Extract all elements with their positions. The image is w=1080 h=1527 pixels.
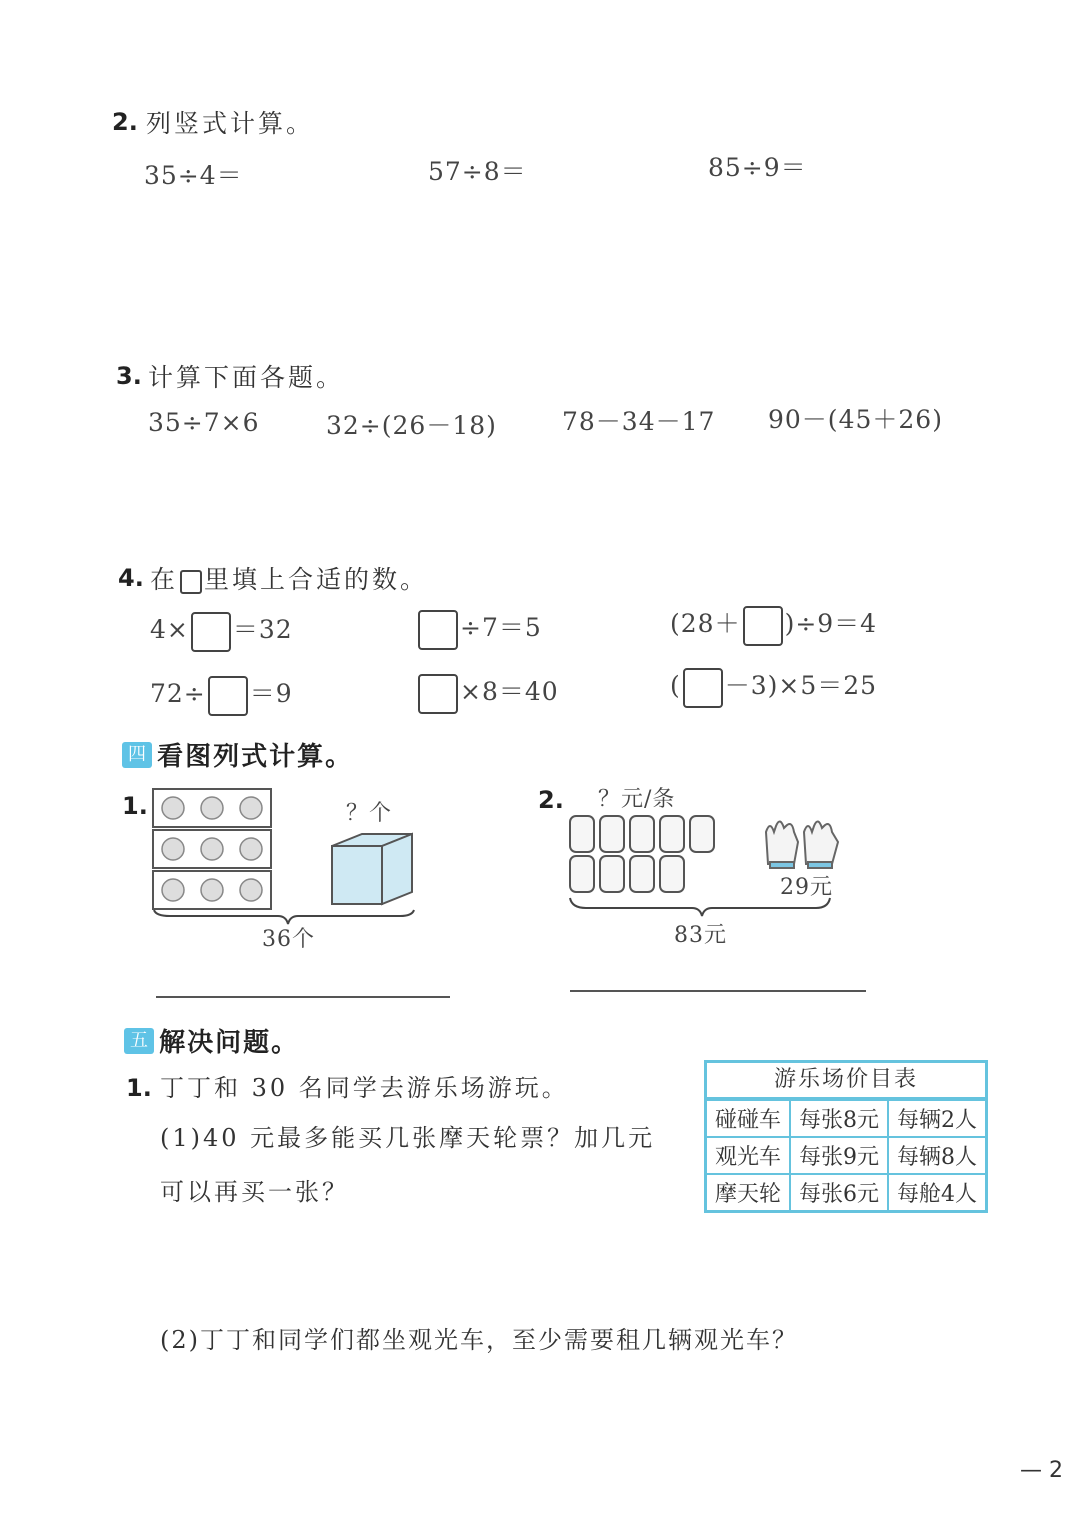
- table-cell: 每张8元: [790, 1100, 888, 1137]
- box-icon: [332, 834, 412, 904]
- q3-expr-1: 35÷7×6: [148, 408, 260, 437]
- q2-expr-3: 85÷9＝: [708, 153, 807, 182]
- section-badge: 五: [124, 1028, 154, 1054]
- answer-box[interactable]: [743, 606, 783, 646]
- sec4-p1-question: ？个: [346, 801, 393, 826]
- table-row: [707, 1100, 985, 1137]
- q4-r1a-post: ＝32: [232, 615, 293, 644]
- q4-r2a-post: ＝9: [249, 679, 293, 708]
- page-number: — 2: [1020, 1458, 1063, 1483]
- q4-r2c-pre: (: [670, 671, 681, 700]
- sec5-p1-sub1-line2: 可以再买一张？: [160, 1178, 349, 1206]
- sec4-p1-number: 1.: [122, 792, 148, 820]
- q4-row1-b: [416, 608, 542, 650]
- q4-r1c-pre: (28＋: [670, 609, 741, 638]
- q3-title: 计算下面各题。: [148, 363, 345, 392]
- sec4-p2-number: 2.: [538, 786, 564, 814]
- answer-box[interactable]: [418, 610, 458, 650]
- section-four-header: [122, 736, 353, 773]
- table-cell: 观光车: [707, 1137, 790, 1174]
- q4-row1-c: [670, 604, 877, 646]
- blank-box-icon: [180, 570, 202, 594]
- sec4-p1-total: 36个: [262, 927, 315, 952]
- answer-box[interactable]: [418, 674, 458, 714]
- q4-r2c-post: －3)×5＝25: [724, 671, 878, 700]
- towels-gloves-illustration: [566, 812, 846, 922]
- section-badge: 四: [122, 742, 152, 768]
- q3-expr-3: 78－34－17: [562, 407, 716, 436]
- q4-row2-b: [416, 672, 559, 714]
- q4-title-pre: 在: [150, 565, 179, 594]
- price-table: [704, 1060, 988, 1213]
- sec5-p1-sub1-line1: (1)40 元最多能买几张摩天轮票？加几元: [160, 1124, 656, 1152]
- q4-row1-a: [150, 610, 293, 652]
- table-cell: 每辆8人: [888, 1137, 985, 1174]
- q4-r1a-pre: 4×: [150, 615, 189, 644]
- q4-number: 4.: [118, 564, 144, 592]
- table-cell: 每张6元: [790, 1174, 888, 1210]
- q3-number: 3.: [116, 362, 142, 390]
- q2-expr-2: 57÷8＝: [428, 157, 527, 186]
- q3-expr-4: 90－(45＋26): [768, 405, 943, 434]
- towel-icon: [570, 816, 714, 892]
- answer-box[interactable]: [191, 612, 231, 652]
- q3-expr-2: 32÷(26－18): [326, 411, 497, 440]
- bear-rows-icon: [153, 789, 271, 909]
- q4-title-post: 里填上合适的数。: [204, 565, 429, 594]
- price-table-grid: [707, 1099, 985, 1210]
- q4-r2a-pre: 72÷: [150, 679, 206, 708]
- q4-title: [150, 560, 428, 596]
- table-cell: 每辆2人: [888, 1100, 985, 1137]
- table-cell: 摩天轮: [707, 1174, 790, 1210]
- sec4-p2-question: ？元/条: [598, 787, 676, 812]
- sec4-p2-total: 83元: [674, 923, 727, 948]
- table-cell: 每舱4人: [888, 1174, 985, 1210]
- table-row: [707, 1137, 985, 1174]
- sec5-p1-sub2: (2)丁丁和同学们都坐观光车，至少需要租几辆观光车？: [160, 1326, 798, 1354]
- answer-line[interactable]: [156, 996, 450, 998]
- q4-row2-c: [670, 666, 877, 708]
- q4-r1b-post: ÷7＝5: [460, 613, 542, 642]
- sec5-p1-number: 1.: [126, 1074, 152, 1102]
- table-row: [707, 1174, 985, 1210]
- section-five-header: [124, 1022, 299, 1059]
- q2-expr-1: 35÷4＝: [144, 161, 243, 190]
- table-cell: 碰碰车: [707, 1100, 790, 1137]
- sec5-p1-text: 丁丁和 30 名同学去游乐场游玩。: [160, 1074, 569, 1102]
- answer-box[interactable]: [683, 668, 723, 708]
- q2-title: 列竖式计算。: [146, 109, 315, 138]
- answer-line[interactable]: [570, 990, 866, 992]
- section-title: 解决问题。: [159, 1028, 300, 1058]
- q4-row2-a: [150, 674, 293, 716]
- q4-r1c-post: )÷9＝4: [784, 609, 878, 638]
- q2-number: 2.: [112, 108, 138, 136]
- q4-r2b-post: ×8＝40: [460, 677, 559, 706]
- answer-box[interactable]: [208, 676, 248, 716]
- sec4-p2-gloves-price: 29元: [780, 875, 833, 900]
- gloves-icon: [766, 821, 838, 868]
- section-title: 看图列式计算。: [157, 742, 354, 772]
- table-cell: 每张9元: [790, 1137, 888, 1174]
- price-table-title: 游乐场价目表: [707, 1063, 985, 1099]
